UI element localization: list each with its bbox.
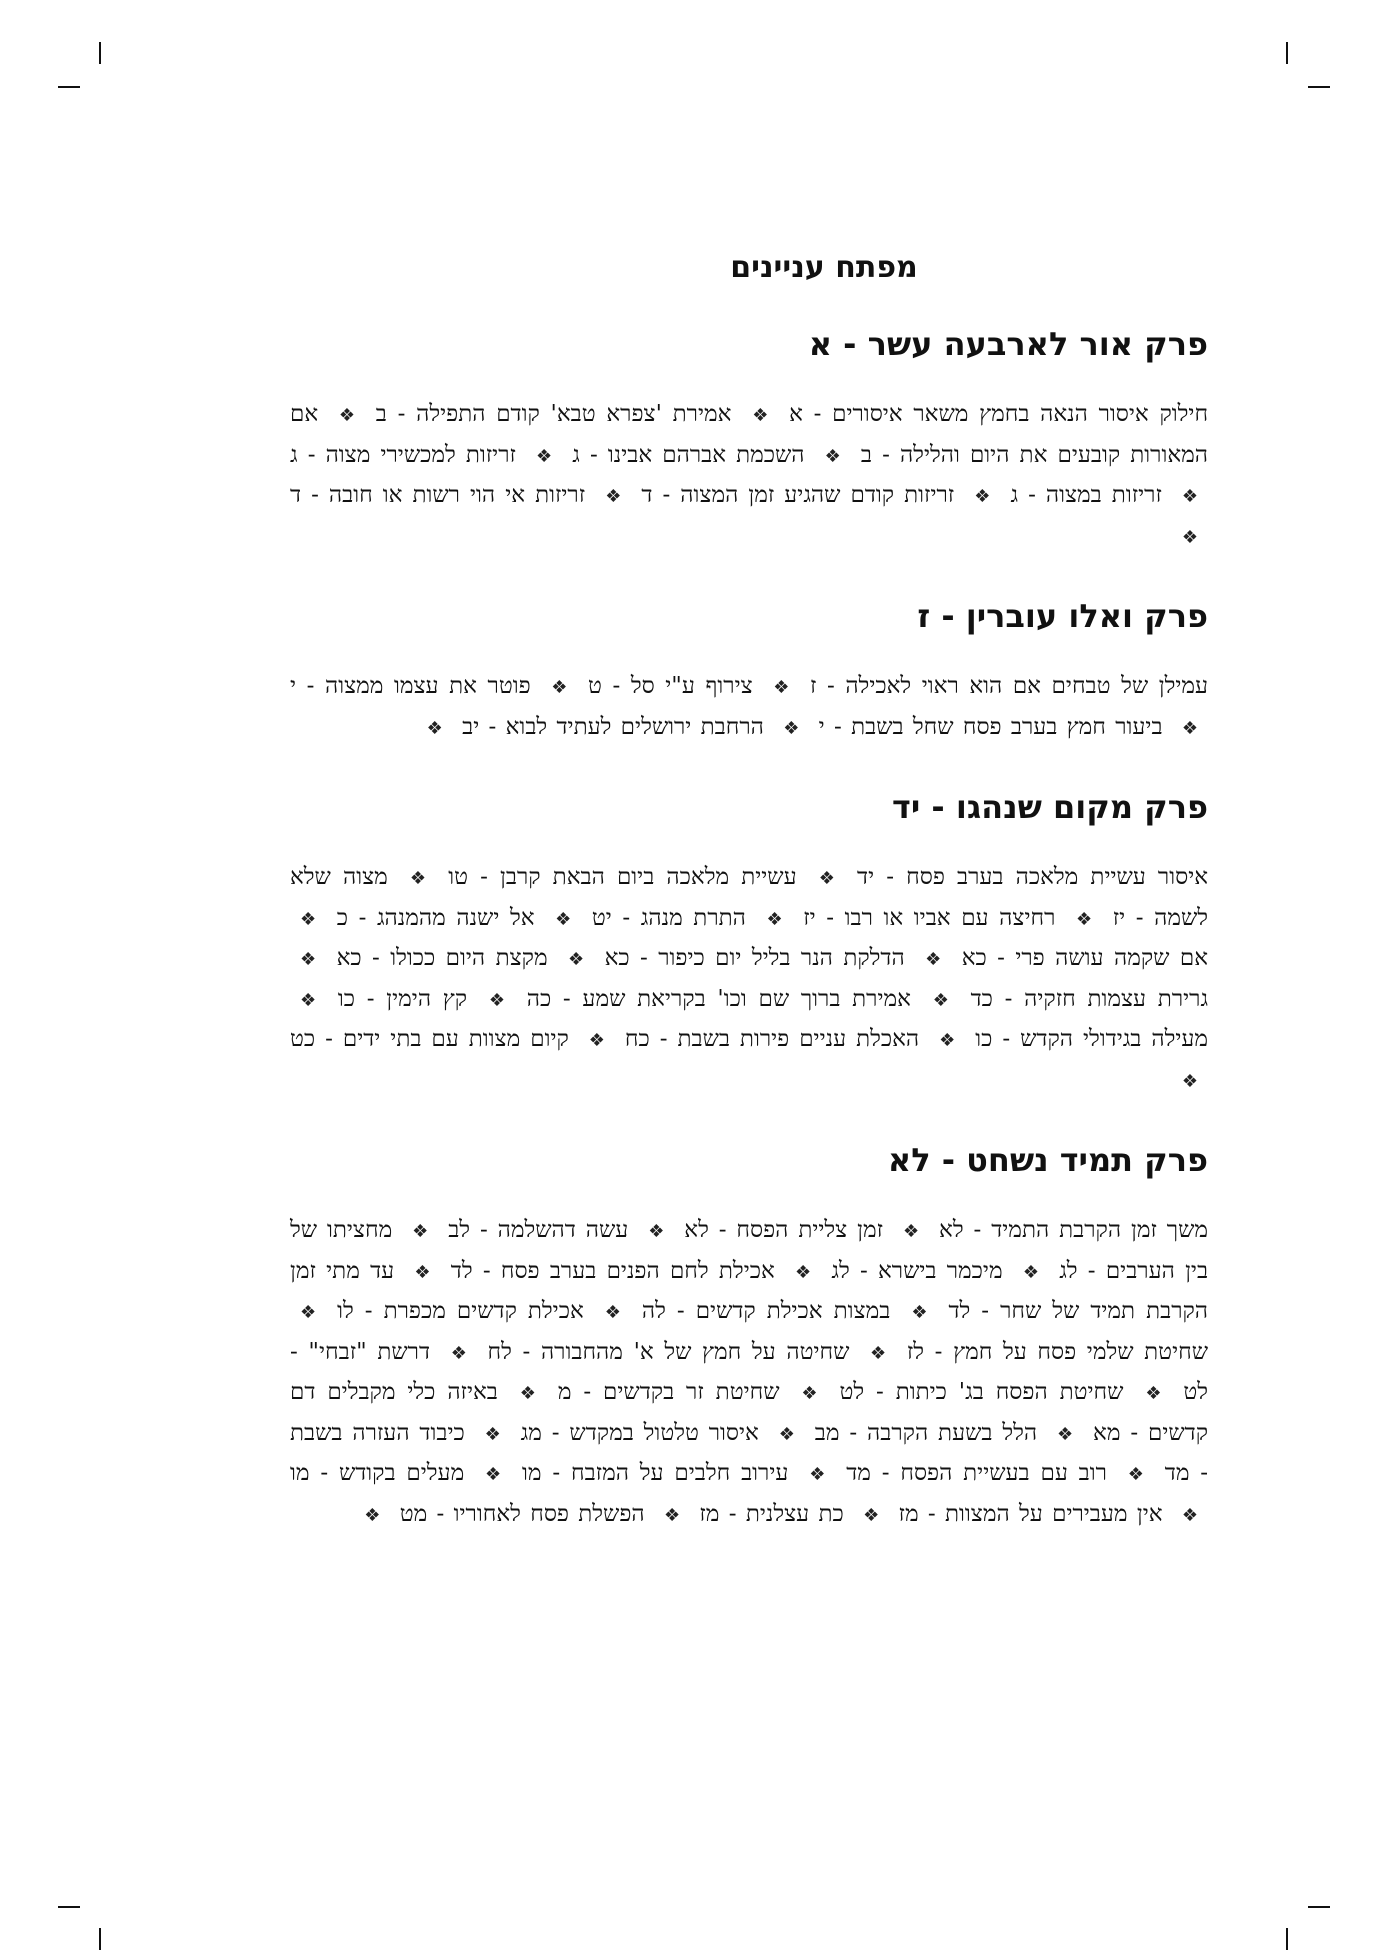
entry-separator-icon: ❖ (974, 486, 991, 507)
index-entry: שחיטת הפסח בג' כיתות - לט (839, 1379, 1124, 1405)
index-entry: במצות אכילת קדשים - לה (641, 1298, 891, 1324)
entry-separator-icon: ❖ (766, 908, 783, 930)
index-entry: איסור טלטול במקדש - מג (520, 1419, 759, 1446)
entry-separator-icon: ❖ (648, 1221, 665, 1242)
crop-mark-top-right-vertical (1286, 42, 1288, 64)
crop-mark-bottom-right-vertical (1286, 1928, 1288, 1950)
entry-separator-icon: ❖ (484, 1423, 501, 1445)
entry-separator-icon: ❖ (536, 445, 553, 467)
index-entry: צירוף ע"י סל - ט (588, 673, 753, 699)
chapter-heading: פרק מקום שנהגו - יד (892, 788, 1208, 826)
crop-mark-bottom-left-horizontal (58, 1906, 80, 1908)
index-entry: הפשלת פסח לאחוריו - מט (399, 1500, 645, 1527)
chapter-heading: פרק אור לארבעה עשר - א (808, 325, 1208, 363)
entry-separator-icon: ❖ (300, 949, 317, 970)
index-entry: אם המאורות קובעים את היום והלילה - ב (290, 401, 1209, 468)
entry-separator-icon: ❖ (364, 1504, 381, 1526)
entry-separator-icon: ❖ (824, 445, 841, 467)
entry-separator-icon: ❖ (809, 1464, 826, 1485)
index-entry: האכלת עניים פירות בשבת - כח (624, 1026, 920, 1052)
entry-separator-icon: ❖ (663, 1504, 681, 1526)
entry-separator-icon: ❖ (300, 908, 317, 930)
index-entry: כיבוד העזרה בשבת - מד (290, 1419, 1209, 1486)
crop-mark-bottom-right-horizontal (1308, 1906, 1330, 1908)
chapter-3 (290, 788, 1208, 1101)
entry-separator-icon: ❖ (588, 1030, 605, 1051)
index-page (290, 250, 1208, 1575)
entry-separator-icon: ❖ (925, 949, 942, 970)
index-entry: באיזה כלי מקבלים דם קדשים - מא (290, 1379, 1209, 1446)
index-entry: אמירת 'צפרא טבא' קודם התפילה - ב (375, 401, 732, 427)
index-entry: אמירת ברוך שם וכו' בקריאת שמע - כה (526, 985, 911, 1012)
index-entry: אכילת קדשים מכפרת - לו (337, 1298, 584, 1324)
entry-separator-icon: ❖ (1022, 1261, 1039, 1283)
index-entry: דרשת "זבחי" - לט (290, 1338, 1209, 1405)
entry-separator-icon: ❖ (773, 677, 790, 698)
chapter-entries (290, 858, 1208, 1101)
index-entry: עד מתי זמן הקרבת תמיד של שחר - לד (290, 1257, 1209, 1324)
entry-separator-icon: ❖ (568, 949, 585, 970)
entry-separator-icon: ❖ (551, 677, 568, 698)
entry-separator-icon: ❖ (1127, 1464, 1144, 1485)
index-entry: עשיית מלאכה ביום הבאת קרבן - טו (448, 864, 797, 890)
index-entry: זריזות למכשירי מצוה - ג (290, 441, 516, 468)
index-entry: רוב עם בעשיית הפסח - מד (846, 1460, 1107, 1486)
index-entry: שחיטת זר בקדשים - מ (557, 1379, 780, 1405)
entry-separator-icon: ❖ (801, 1383, 818, 1404)
index-entry: מחציתו של בין הערבים - לג (290, 1217, 1209, 1284)
crop-mark-top-left-horizontal (58, 86, 80, 88)
chapter-1 (290, 325, 1208, 557)
entry-separator-icon: ❖ (1181, 1070, 1198, 1092)
index-entry: מצוה שלא לשמה - יז (290, 864, 1209, 931)
entry-separator-icon: ❖ (1181, 1504, 1198, 1526)
chapter-2 (290, 597, 1208, 748)
index-entry: עירוב חלבים על המזבח - מו (522, 1460, 789, 1486)
chapter-heading: פרק ואלו עוברין - ז (917, 597, 1208, 635)
page-title: מפתח עניינים (730, 250, 918, 285)
index-entry: שחיטת שלמי פסח על חמץ - לז (906, 1338, 1208, 1365)
index-entry: זריזות במצוה - ג (1010, 482, 1162, 508)
index-entry: חילוק איסור הנאה בחמץ משאר איסורים - א (789, 401, 1209, 427)
entry-separator-icon: ❖ (1181, 526, 1198, 548)
index-entry: איסור עשיית מלאכה בערב פסח - יד (857, 864, 1209, 890)
entry-separator-icon: ❖ (911, 1302, 928, 1323)
chapter-heading: פרק תמיד נשחט - לא (887, 1141, 1208, 1179)
chapter-entries (290, 395, 1208, 557)
index-entry: אם שקמה עושה פרי - כא (961, 945, 1209, 971)
entry-separator-icon: ❖ (752, 405, 769, 426)
index-entry: מעלים בקודש - מו (290, 1460, 465, 1486)
entry-separator-icon: ❖ (939, 1030, 956, 1051)
index-entry: קץ הימין - כו (337, 985, 468, 1012)
entry-separator-icon: ❖ (488, 989, 505, 1011)
index-entry: הדלקת הנר בליל יום כיפור - כא (604, 945, 905, 971)
entry-separator-icon: ❖ (555, 908, 572, 930)
index-entry: גרירת עצמות חזקיה - כד (970, 985, 1209, 1012)
index-entry: מקצת היום ככולו - כא (336, 945, 548, 971)
entry-separator-icon: ❖ (863, 1504, 880, 1526)
entry-separator-icon: ❖ (426, 717, 443, 739)
chapter-entries (290, 667, 1208, 748)
entry-separator-icon: ❖ (1076, 908, 1093, 930)
entry-separator-icon: ❖ (932, 989, 949, 1011)
entry-separator-icon: ❖ (778, 1423, 795, 1445)
entry-separator-icon: ❖ (485, 1464, 502, 1485)
entry-separator-icon: ❖ (300, 1302, 317, 1323)
entry-separator-icon: ❖ (412, 1221, 429, 1242)
entry-separator-icon: ❖ (605, 486, 622, 507)
index-entry: עשה דהשלמה - לב (448, 1217, 629, 1243)
chapter-4 (290, 1141, 1208, 1535)
index-entry: הרחבת ירושלים לעתיד לבוא - יב (462, 713, 764, 740)
entry-separator-icon: ❖ (1181, 486, 1199, 507)
chapter-entries (290, 1211, 1208, 1535)
entry-separator-icon: ❖ (818, 868, 835, 889)
entry-separator-icon: ❖ (450, 1342, 467, 1364)
index-entry: אל ישנה מהמנהג - כ (336, 904, 535, 931)
entry-separator-icon: ❖ (1181, 717, 1198, 739)
entry-separator-icon: ❖ (1145, 1383, 1162, 1404)
entry-separator-icon: ❖ (795, 1261, 812, 1283)
index-entry: זמן צליית הפסח - לא (684, 1217, 884, 1243)
index-entry: עמילן של טבחים אם הוא ראוי לאכילה - ז (809, 673, 1209, 699)
index-entry: כת עצלנית - מז (699, 1500, 844, 1527)
entry-separator-icon: ❖ (783, 717, 800, 739)
index-entry: זריזות קודם שהגיע זמן המצוה - ד (641, 482, 955, 508)
crop-mark-top-right-horizontal (1308, 86, 1330, 88)
entry-separator-icon: ❖ (902, 1221, 920, 1242)
index-entry: ביעור חמץ בערב פסח שחל בשבת - י (818, 713, 1163, 740)
entry-separator-icon: ❖ (414, 1261, 431, 1283)
index-entry: מיכמר בישרא - לג (831, 1257, 1003, 1284)
index-entry: רחיצה עם אביו או רבו - יז (803, 904, 1056, 931)
index-entry: אין מעבירים על המצוות - מז (898, 1500, 1163, 1527)
index-entry: פוטר את עצמו ממצוה - י (290, 673, 531, 699)
index-entry: מעילה בגידולי הקדש - כו (975, 1026, 1209, 1052)
index-entry: השכמת אברהם אבינו - ג (572, 441, 805, 468)
index-entry: התרת מנהג - יט (591, 904, 746, 931)
index-entry: קיום מצוות עם בתי ידים - כט (290, 1026, 569, 1052)
index-entry: משך זמן הקרבת התמיד - לא (939, 1217, 1209, 1243)
entry-separator-icon: ❖ (870, 1342, 887, 1364)
entry-separator-icon: ❖ (338, 405, 356, 426)
index-entry: זריזות אי הוי רשות או חובה - ד (290, 482, 586, 508)
index-entry: שחיטה על חמץ של א' מהחבורה - לח (487, 1338, 850, 1365)
crop-mark-bottom-left-vertical (99, 1928, 101, 1950)
index-entry: אכילת לחם הפנים בערב פסח - לד (450, 1257, 775, 1284)
entry-separator-icon: ❖ (1056, 1423, 1074, 1445)
entry-separator-icon: ❖ (519, 1383, 536, 1404)
entry-separator-icon: ❖ (604, 1302, 621, 1323)
index-entry: הלל בשעת הקרבה - מב (814, 1419, 1038, 1446)
entry-separator-icon: ❖ (300, 989, 317, 1011)
crop-mark-top-left-vertical (99, 42, 101, 64)
entry-separator-icon: ❖ (409, 868, 427, 889)
